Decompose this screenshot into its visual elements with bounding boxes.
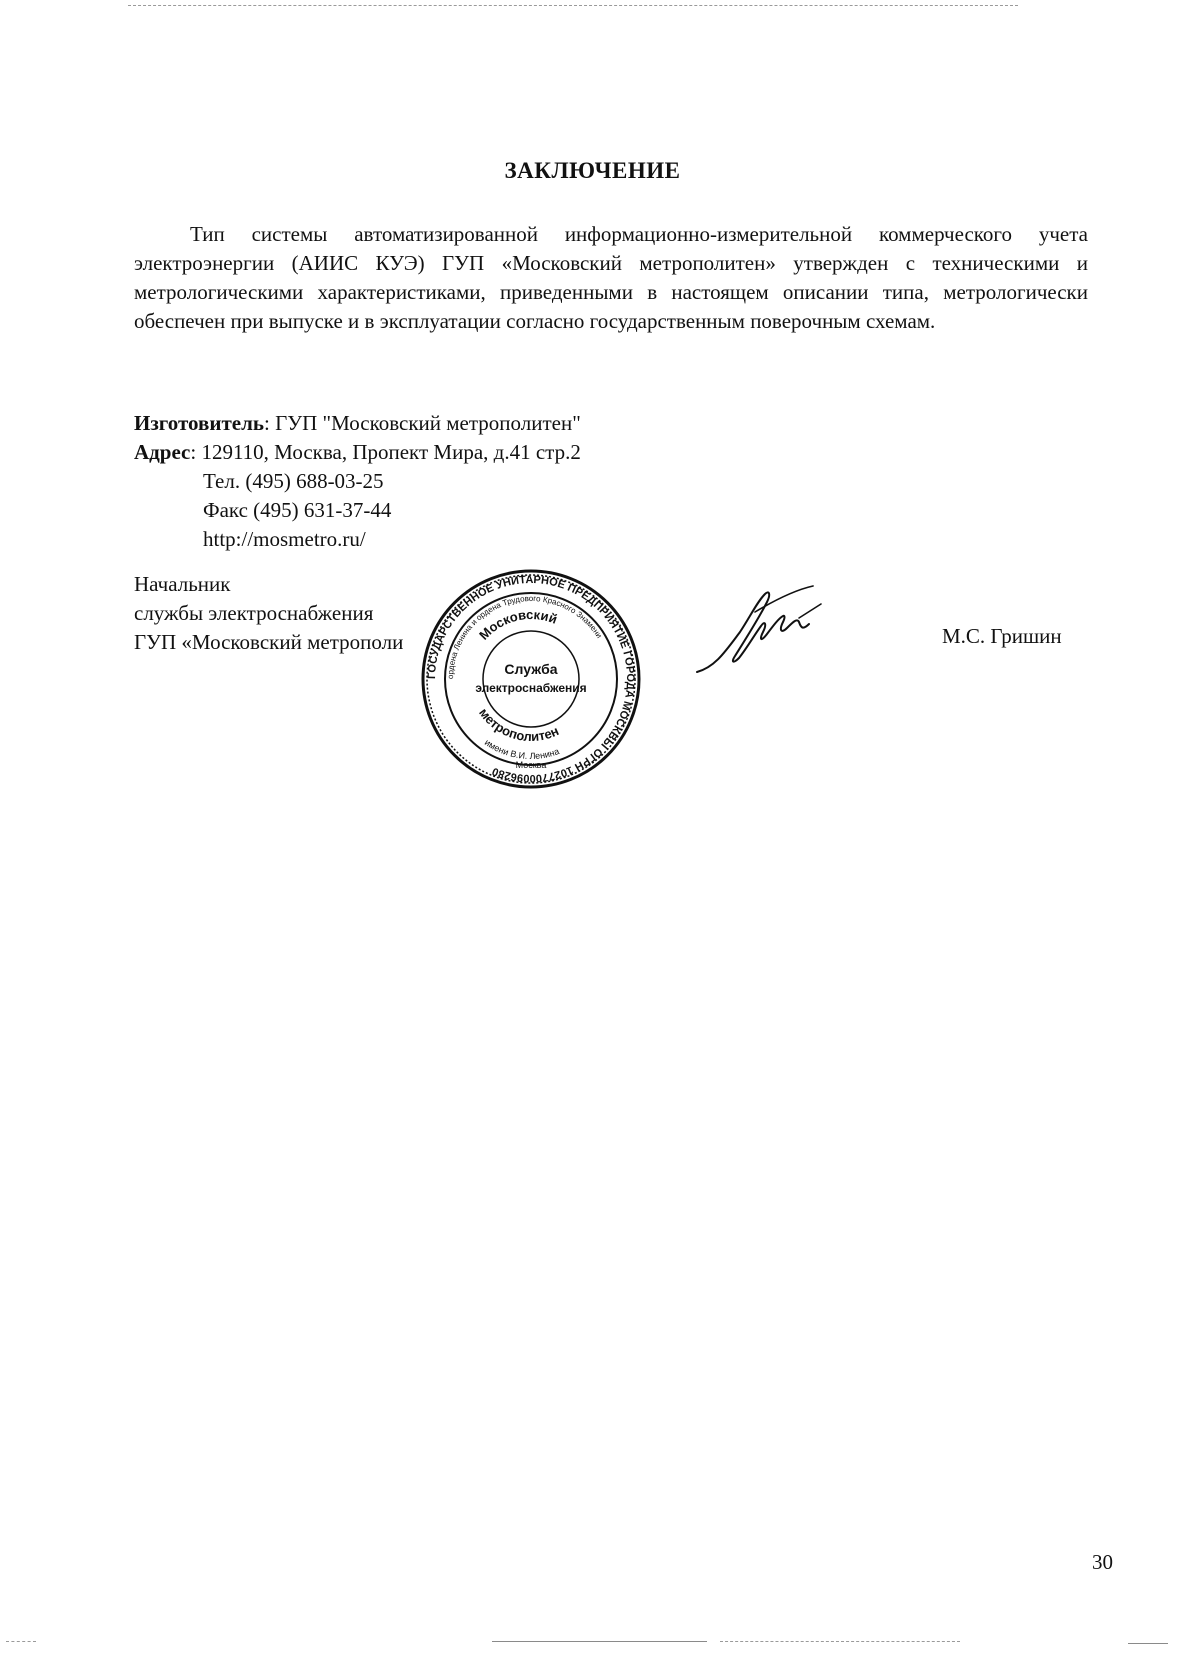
scan-artifact-bottom-left: [6, 1641, 36, 1642]
website-line: http://mosmetro.ru/: [203, 527, 366, 551]
page-number: 30: [1092, 1550, 1113, 1574]
document-heading: ЗАКЛЮЧЕНИЕ: [504, 158, 681, 183]
signer-title-line3: ГУП «Московский метрополи: [134, 630, 404, 654]
signer-title-line1: Начальник: [134, 572, 231, 596]
seal-inner-top-text: ордена Ленина и ордена Трудового Красного Знамени: [445, 593, 604, 680]
scan-artifact-bottom-far-right: [1128, 1643, 1168, 1644]
seal-org-top-text: Московский: [476, 606, 560, 643]
round-seal-icon: [420, 568, 642, 790]
scan-artifact-bottom-right: [720, 1641, 960, 1642]
fax-line: Факс (495) 631-37-44: [203, 498, 392, 522]
manufacturer-info: [134, 409, 581, 554]
manufacturer-value: : ГУП "Московский метрополитен": [264, 411, 581, 435]
address-label: Адрес: [134, 440, 191, 464]
signer-title: [134, 570, 403, 657]
handwritten-signature-icon: [695, 582, 825, 682]
signer-name: М.С. Гришин: [942, 624, 1062, 648]
conclusion-paragraph: Тип системы автоматизированной информационно-измерительной коммерческого учета электроэнергии (АИИС КУЭ) ГУП «Московский метрополитен» утвержден с техническими и метрологическими характеристиками, приведенными в настоящем описании типа, метрологически обеспечен при выпуске и в эксплуатации согласно государственным поверочным схемам.: [134, 222, 1088, 333]
scan-artifact-top: [128, 5, 1018, 6]
address-line: [134, 438, 581, 467]
manufacturer-label: Изготовитель: [134, 411, 264, 435]
seal-outer-text: ГОСУДАРСТВЕННОЕ УНИТАРНОЕ ПРЕДПРИЯТИЕ ГОРОДА МОСКВЫ ОГРН 1027700096280: [425, 573, 637, 785]
seal-city-text: Москва: [515, 760, 547, 770]
seal-org-bottom-text: метрополитен: [476, 705, 562, 745]
seal-center-line2: электроснабжения: [475, 681, 587, 695]
seal-center-line1: Служба: [504, 661, 558, 677]
seal-named-after-text: имени В.И. Ленина: [482, 737, 561, 762]
scan-artifact-bottom: [492, 1641, 707, 1642]
signer-title-line2: службы электроснабжения: [134, 601, 374, 625]
phone-line: Тел. (495) 688-03-25: [203, 469, 384, 493]
manufacturer-line: [134, 409, 581, 438]
address-value: : 129110, Москва, Пропект Мира, д.41 стр.2: [190, 440, 581, 464]
